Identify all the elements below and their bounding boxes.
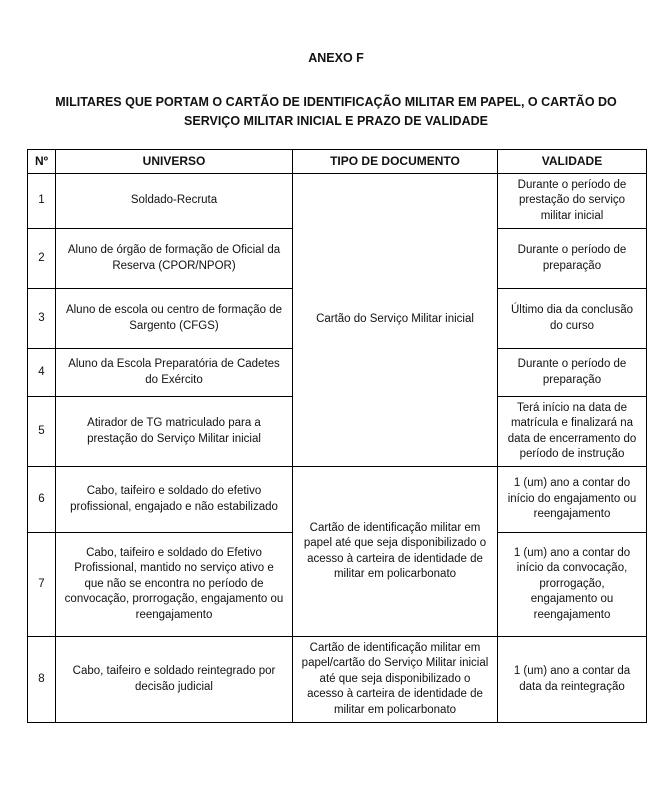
row-validity: Durante o período de prestação do serviço militar inicial [498,174,647,229]
header-document-type: TIPO DE DOCUMENTO [293,150,498,174]
row-universe: Soldado-Recruta [56,174,293,229]
row-universe: Aluno da Escola Preparatória de Cadetes do Exército [56,349,293,397]
row-universe: Cabo, taifeiro e soldado do efetivo profissional, engajado e não estabilizado [56,467,293,533]
row-number: 3 [28,289,56,349]
header-universe: UNIVERSO [56,150,293,174]
row-validity: Durante o período de preparação [498,349,647,397]
table-row [28,637,647,723]
row-universe: Aluno de escola ou centro de formação de Sargento (CFGS) [56,289,293,349]
row-number: 1 [28,174,56,229]
row-universe: Cabo, taifeiro e soldado reintegrado por decisão judicial [56,637,293,723]
row-validity: Durante o período de preparação [498,229,647,289]
table-header-row [28,150,647,174]
document-title: MILITARES QUE PORTAM O CARTÃO DE IDENTIFICAÇÃO MILITAR EM PAPEL, O CARTÃO DO SERVIÇO MILITAR INICIAL E PRAZO DE VALIDADE [55,95,617,128]
row-validity: 1 (um) ano a contar do início do engajamento ou reengajamento [498,467,647,533]
annex-table [27,149,647,723]
row-validity: Último dia da conclusão do curso [498,289,647,349]
annex-title: ANEXO F [308,51,364,65]
row-universe: Aluno de órgão de formação de Oficial da Reserva (CPOR/NPOR) [56,229,293,289]
row-number: 6 [28,467,56,533]
row-number: 8 [28,637,56,723]
table-row [28,174,647,229]
row-number: 2 [28,229,56,289]
row-validity: Terá início na data de matrícula e finalizará na data de encerramento do período de instrução [498,397,647,467]
header-validity: VALIDADE [498,150,647,174]
row-number: 4 [28,349,56,397]
row-document-type: Cartão do Serviço Militar inicial [293,174,498,467]
table-row [28,467,647,533]
row-universe: Cabo, taifeiro e soldado do Efetivo Profissional, mantido no serviço ativo e que não se encontra no período de convocação, prorrogação, engajamento ou reengajamento [56,533,293,637]
row-validity: 1 (um) ano a contar da data da reintegração [498,637,647,723]
row-document-type: Cartão de identificação militar em papel até que seja disponibilizado o acesso à carteira de identidade de militar em policarbonato [293,467,498,637]
row-number: 7 [28,533,56,637]
row-universe: Atirador de TG matriculado para a prestação do Serviço Militar inicial [56,397,293,467]
row-number: 5 [28,397,56,467]
row-document-type: Cartão de identificação militar em papel/cartão do Serviço Militar inicial até que seja disponibilizado o acesso à carteira de identidade de militar em policarbonato [293,637,498,723]
row-validity: 1 (um) ano a contar do início da convocação, prorrogação, engajamento ou reengajamento [498,533,647,637]
header-number: Nº [28,150,56,174]
